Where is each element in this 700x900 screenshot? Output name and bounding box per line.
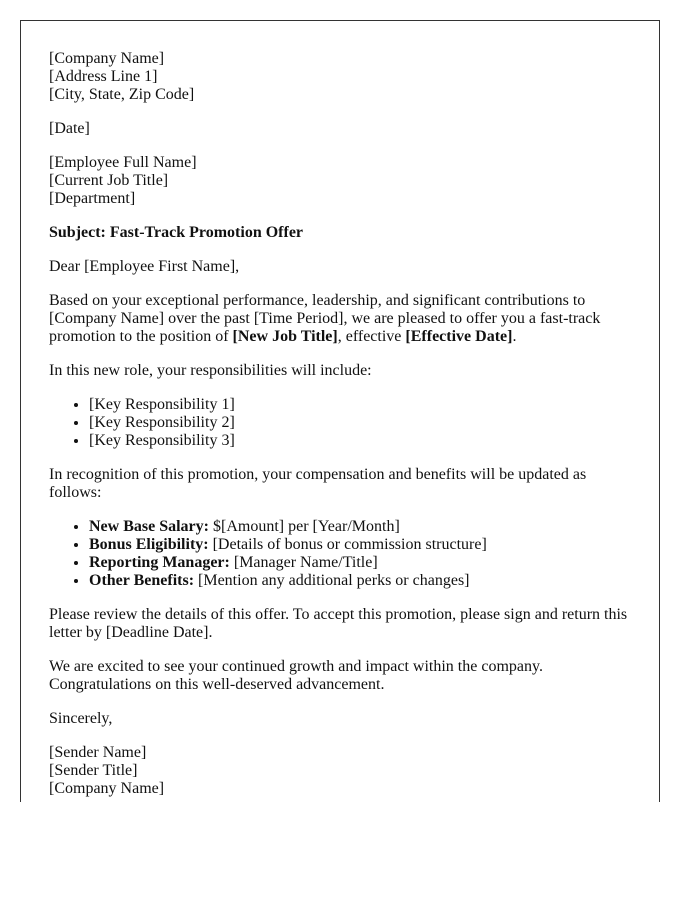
list-item: • [Key Responsibility 2] (89, 414, 631, 432)
compensation-label: Reporting Manager: (89, 554, 230, 571)
intro-paragraph (49, 292, 631, 346)
compensation-intro: In recognition of this promotion, your compensation and benefits will be updated as follows: (49, 466, 587, 501)
compensation-label: New Base Salary: (89, 518, 209, 535)
sender-address-block (49, 50, 631, 104)
recipient-block (49, 154, 631, 208)
signature-block (49, 744, 631, 798)
intro-text-middle: , effective (337, 328, 406, 345)
compensation-value: [Manager Name/Title] (229, 554, 378, 571)
list-item (89, 518, 631, 536)
sender-company-name: [Company Name] (49, 50, 165, 67)
list-item (89, 554, 631, 572)
letter-date: [Date] (49, 120, 90, 137)
signature-sender-title: [Sender Title] (49, 762, 138, 779)
responsibilities-list (49, 396, 631, 450)
compensation-value: [Mention any additional perks or changes] (194, 572, 470, 589)
effective-date: [Effective Date] (405, 328, 513, 345)
date-block (49, 120, 631, 138)
compensation-value: [Details of bonus or commission structure] (208, 536, 487, 553)
list-item (89, 572, 631, 590)
compensation-list (49, 518, 631, 590)
recipient-job-title: [Current Job Title] (49, 172, 169, 189)
sender-city-state-zip: [City, State, Zip Code] (49, 86, 195, 103)
compensation-label: Bonus Eligibility: (89, 536, 209, 553)
recipient-department: [Department] (49, 190, 136, 207)
salutation: Dear [Employee First Name], (49, 258, 240, 275)
sign-off: Sincerely, (49, 710, 113, 727)
list-item (89, 536, 631, 554)
new-job-title: [New Job Title] (232, 328, 338, 345)
list-item: • [Key Responsibility 3] (89, 432, 631, 450)
sender-address-line-1: [Address Line 1] (49, 68, 158, 85)
intro-text-before: Based on your exceptional performance, leadership, and significant contributions to [Company Name] over the past [Time Period], we are pleased to offer you a fast-track promotion to the position of (49, 292, 601, 345)
signature-company-name: [Company Name] (49, 780, 165, 797)
acceptance-paragraph: Please review the details of this offer. To accept this promotion, please sign and return this letter by [Deadline Date]. (49, 606, 628, 641)
responsibilities-intro: In this new role, your responsibilities will include: (49, 362, 372, 379)
closing-paragraph: We are excited to see your continued growth and impact within the company. Congratulations on this well-deserved advancement. (49, 658, 543, 693)
list-item: • [Key Responsibility 1] (89, 396, 631, 414)
letter-page (20, 20, 660, 802)
compensation-label: Other Benefits: (89, 572, 195, 589)
intro-text-after: . (512, 328, 517, 345)
recipient-full-name: [Employee Full Name] (49, 154, 197, 171)
signature-sender-name: [Sender Name] (49, 744, 147, 761)
subject-line: Subject: Fast-Track Promotion Offer (49, 224, 304, 241)
compensation-value: $[Amount] per [Year/Month] (208, 518, 400, 535)
